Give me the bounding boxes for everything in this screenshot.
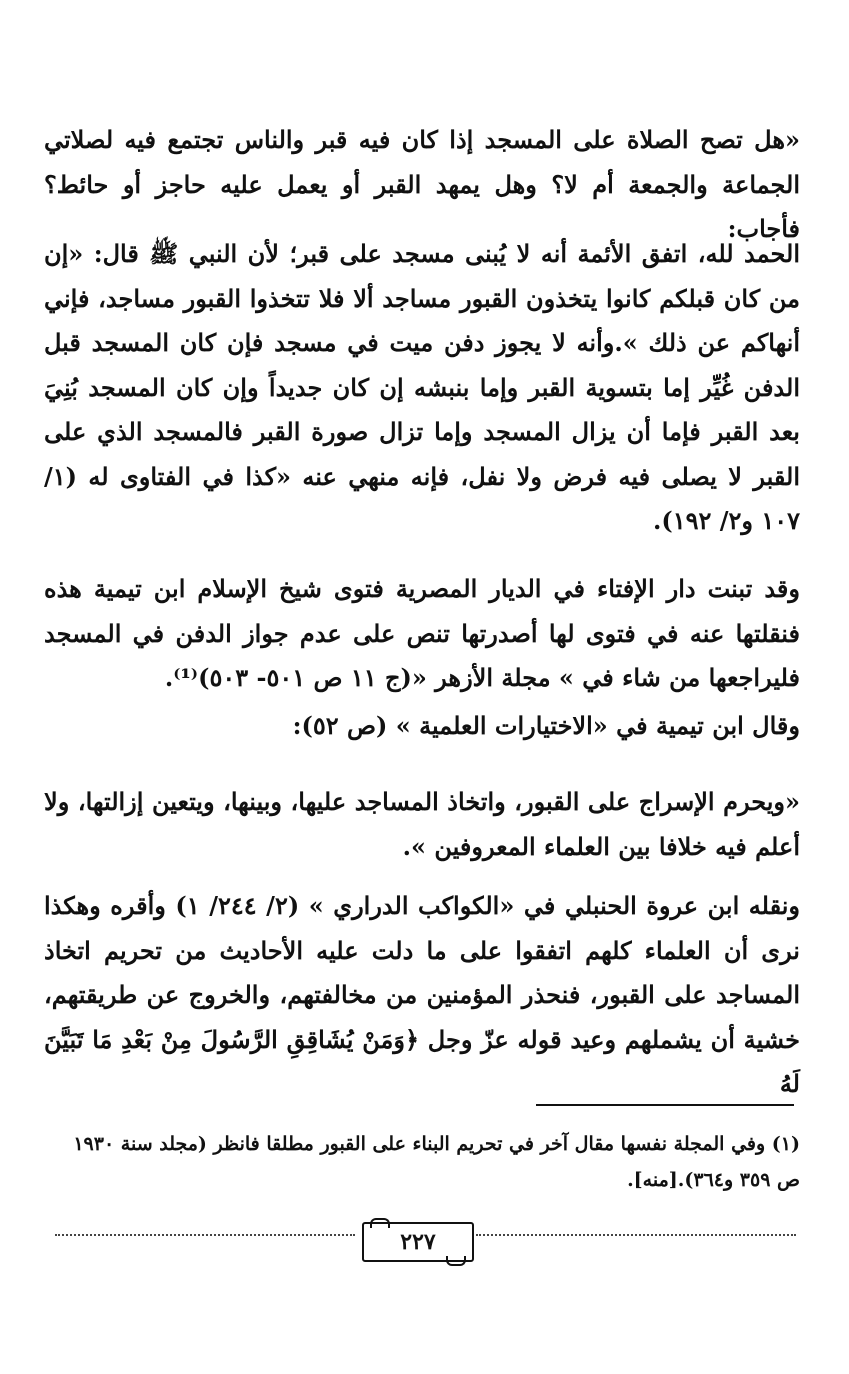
paragraph-quote: «ويحرم الإسراج على القبور، واتخاذ المساجد عليها، وبينها، ويتعين إزالتها، ولا أعلم فيه خلافا بين العلماء المعروفين ». (44, 787, 801, 861)
paragraph-question: «هل تصح الصلاة على المسجد إذا كان فيه قبر والناس تجتمع فيه لصلاتي الجماعة والجمعة أم لا؟ وهل يمهد القبر أو يعمل عليه حاجز أو حائط؟ فأجاب: (44, 125, 800, 243)
page-number (362, 1222, 474, 1262)
paragraph-conclusion: ونقله ابن عروة الحنبلي في «الكواكب الدراري » (٢/ ٢٤٤/ ١) وأقره وهكذا نرى أن العلماء كلهم اتفقوا على ما دلت عليه الأحاديث من تحريم اتخاذ المساجد على القبور، فنحذر المؤمنين من مخالفتهم، والخروج عن طريقتهم، خشية أن يشملهم وعيد قوله عزّ وجل ﴿وَمَنْ يُشَاقِقِ الرَّسُولَ مِنْ بَعْدِ مَا تَبَيَّنَ لَهُ (44, 891, 800, 1098)
footer-dotted-line-right (476, 1234, 796, 1236)
footnote-divider (536, 1104, 794, 1106)
footnote: (١) وفي المجلة نفسها مقال آخر في تحريم البناء على القبور مطلقا فانظر (مجلد سنة ١٩٣٠ ص ٣٥٩ و٣٦٤).[منه]. (73, 1133, 800, 1191)
paragraph-fatwa-egypt: وقد تبنت دار الإفتاء في الديار المصرية فتوى شيخ الإسلام ابن تيمية هذه فنقلتها عنه في فتوى لها أصدرتها تنص على عدم جواز الدفن في المسجد فليراجعها من شاء في » مجلة الأزهر «(ج ١١ ص ٥٠١- ٥٠٣)⁽¹⁾. (44, 574, 800, 692)
page-number-text: ٢٢٧ (400, 1229, 436, 1255)
footer-dotted-line-left (55, 1234, 355, 1236)
paragraph-answer: الحمد لله، اتفق الأئمة أنه لا يُبنى مسجد على قبر؛ لأن النبي ﷺ قال: «إن من كان قبلكم كانوا يتخذون القبور مساجد ألا فلا تتخذوا القبور مساجد، فإني أنهاكم عن ذلك ».وأنه لا يجوز دفن ميت في مسجد فإن كان المسجد قبل الدفن غُيِّر إما بتسوية القبر وإما بنبشه إن كان جديداً وإن كان المسجد بُنِيَ بعد القبر فإما أن يزال المسجد وإما تزال صورة القبر فالمسجد الذي على القبر لا يصلى فيه فرض ولا نفل، فإنه منهي عنه «كذا في الفتاوى له (١/ ١٠٧ و٢/ ١٩٢). (44, 239, 800, 535)
paragraph-ibn-taymiyya-intro: وقال ابن تيمية في «الاختيارات العلمية » (ص ٥٢): (292, 711, 800, 740)
